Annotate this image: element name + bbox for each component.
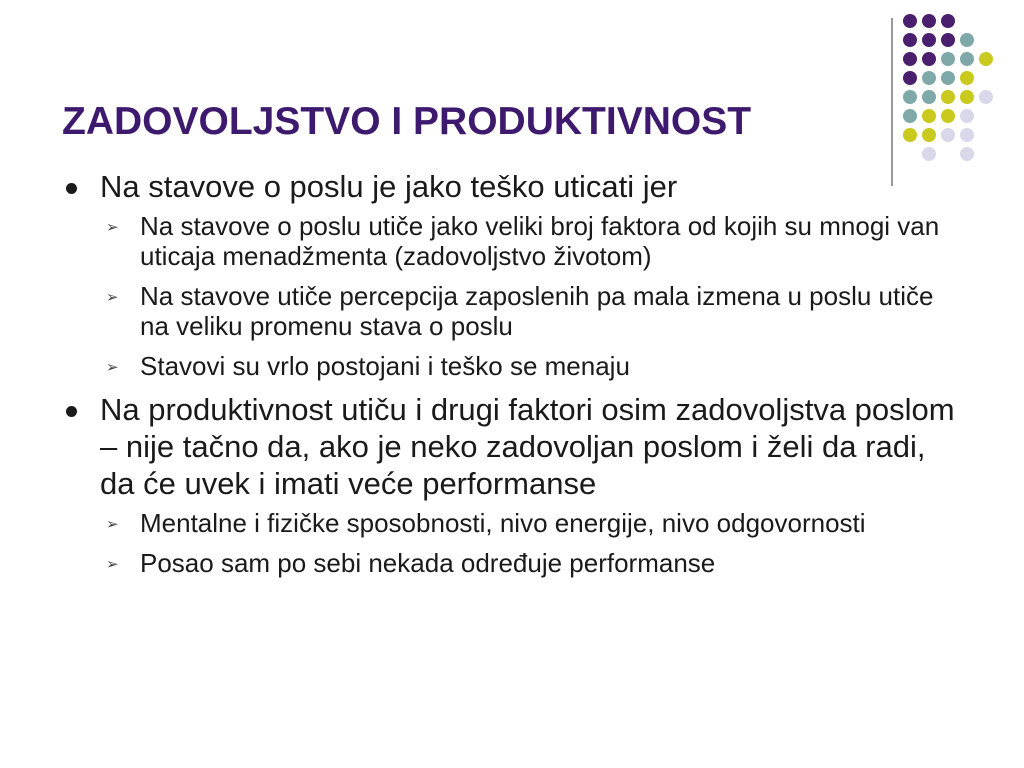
decorative-dot: [979, 90, 993, 104]
sub-bullet-item: [62, 211, 962, 271]
decorative-dot: [922, 33, 936, 47]
decorative-dot: [922, 14, 936, 28]
decorative-dot: [922, 71, 936, 85]
bullet-item: [62, 168, 962, 205]
sub-bullet-item: [62, 281, 962, 341]
sub-bullet-text: Na stavove o poslu utiče jako veliki broj faktora od kojih su mnogi van uticaja menadžmenta (zadovoljstvo životom): [140, 211, 940, 271]
decorative-dot: [960, 90, 974, 104]
decorative-dot: [922, 147, 936, 161]
decorative-dot: [903, 128, 917, 142]
sub-bullet-text: Na stavove utiče percepcija zaposlenih pa mala izmena u poslu utiče na veliku promenu stava o poslu: [140, 281, 934, 341]
arrow-bullet-icon: ➢: [106, 515, 119, 533]
decorative-dot: [922, 90, 936, 104]
decorative-dot: [903, 14, 917, 28]
bullet-dot-icon: [66, 183, 77, 194]
bullet-text: Na stavove o poslu je jako teško uticati jer: [100, 169, 678, 204]
decorative-dot: [903, 52, 917, 66]
decorative-dot: [941, 128, 955, 142]
slide-title: ZADOVOLJSTVO I PRODUKTIVNOST: [62, 100, 752, 143]
arrow-bullet-icon: ➢: [106, 288, 119, 306]
decorative-dot: [941, 90, 955, 104]
decorative-dot: [941, 33, 955, 47]
decorative-dot: [941, 52, 955, 66]
decorative-dot: [941, 14, 955, 28]
sub-bullet-item: [62, 351, 962, 381]
sub-bullet-text: Stavovi su vrlo postojani i teško se menaju: [140, 351, 630, 381]
decorative-dot: [903, 33, 917, 47]
decorative-dot: [903, 71, 917, 85]
decorative-dot: [960, 128, 974, 142]
decorative-dot: [960, 33, 974, 47]
decorative-dot: [922, 109, 936, 123]
decorative-dot: [979, 52, 993, 66]
bullet-item: [62, 391, 962, 502]
decorative-dot-grid: [903, 14, 1013, 164]
bullet-text: Na produktivnost utiču i drugi faktori osim zadovoljstva poslom – nije tačno da, ako je neko zadovoljan poslom i želi da radi, da će uvek i imati veće performanse: [100, 392, 955, 501]
decorative-dot: [922, 52, 936, 66]
bullet-dot-icon: [66, 406, 77, 417]
sub-bullet-item: [62, 548, 962, 578]
slide-body: [62, 168, 962, 588]
arrow-bullet-icon: ➢: [106, 218, 119, 236]
title-divider: [891, 18, 893, 186]
decorative-dot: [960, 109, 974, 123]
decorative-dot: [941, 71, 955, 85]
decorative-dot: [903, 109, 917, 123]
decorative-dot: [960, 71, 974, 85]
sub-bullet-text: Mentalne i fizičke sposobnosti, nivo energije, nivo odgovornosti: [140, 508, 866, 538]
decorative-dot: [922, 128, 936, 142]
sub-bullet-text: Posao sam po sebi nekada određuje performanse: [140, 548, 716, 578]
arrow-bullet-icon: ➢: [106, 358, 119, 376]
decorative-dot: [941, 109, 955, 123]
arrow-bullet-icon: ➢: [106, 555, 119, 573]
decorative-dot: [903, 90, 917, 104]
sub-bullet-item: [62, 508, 962, 538]
decorative-dot: [960, 147, 974, 161]
decorative-dot: [960, 52, 974, 66]
